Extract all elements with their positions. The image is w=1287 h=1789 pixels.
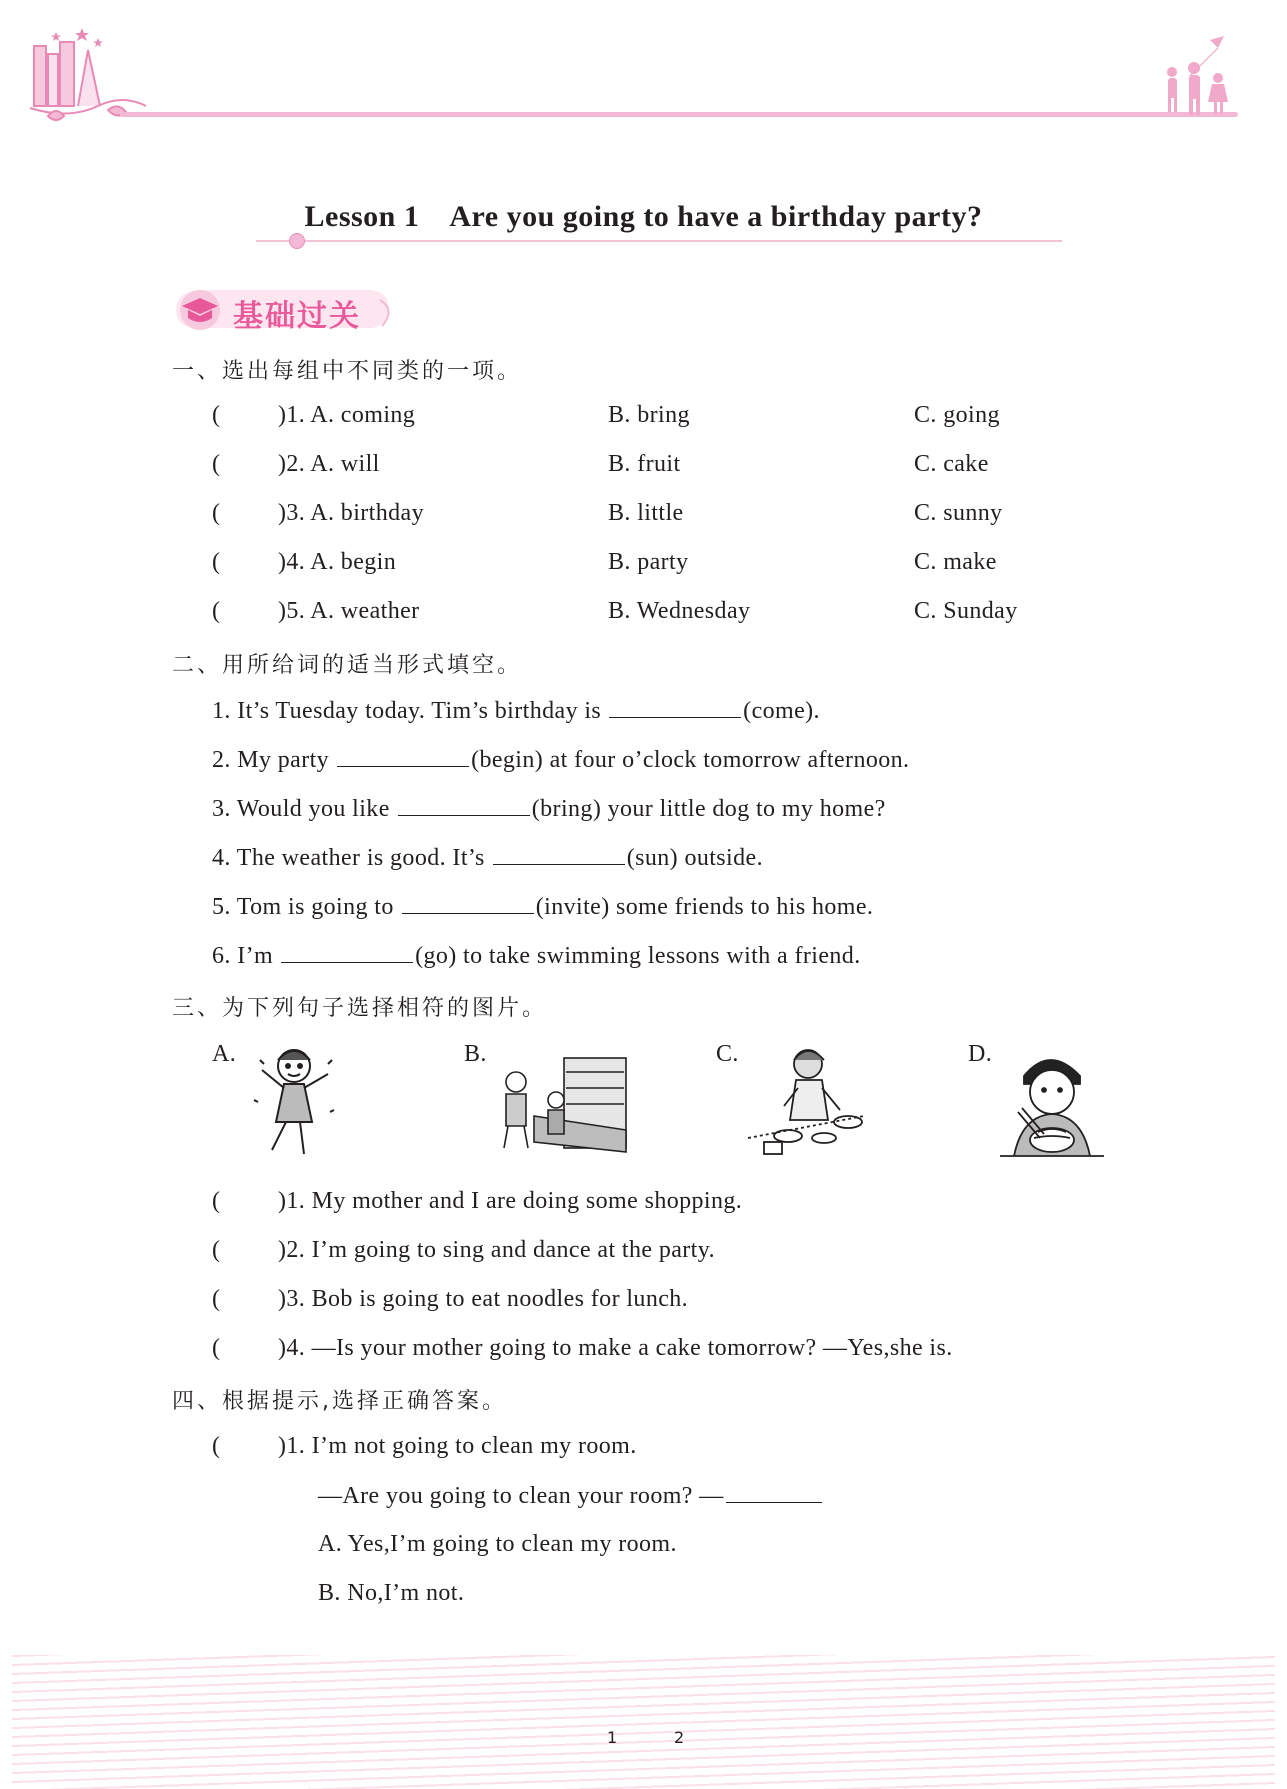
question-text: )1. My mother and I are doing some shopping. [278,1188,743,1214]
item-option-a: )1. A. coming [278,402,416,428]
question-text: )1. I’m not going to clean my room. [278,1433,637,1459]
part2-heading: 二、用所给词的适当形式填空。 [172,653,523,678]
item-option-c: C. Sunday [914,598,1018,624]
sentence-start: 2. My party [212,747,330,773]
answer-paren[interactable]: ( [212,1335,220,1361]
sentence-start: 1. It’s Tuesday today. Tim’s birthday is [212,698,602,724]
answer-paren[interactable]: ( [212,1188,220,1214]
page-number-right: 2 [674,1728,685,1747]
item-option-c: C. make [914,549,997,575]
item-option-c: C. cake [914,451,989,477]
item-option-b: B. party [608,549,689,575]
lesson-number: Lesson 1 [304,200,420,233]
item-option-c: C. sunny [914,500,1003,526]
picture-label-b: B. [464,1041,487,1067]
dialog-line [318,1482,824,1510]
answer-blank[interactable] [402,893,534,914]
item-option-a: )5. A. weather [278,598,420,624]
item-option-a: )4. A. begin [278,549,397,575]
making-cake-picture [744,1042,872,1164]
sentence-start: 3. Would you like [212,796,390,822]
lesson-title-text: Are you going to have a birthday party? [449,200,983,233]
answer-blank[interactable] [281,942,413,963]
sentence-end: (come). [743,698,820,724]
list-item [212,697,820,725]
item-option-c: C. going [914,402,1000,428]
list-item [212,844,763,872]
answer-paren[interactable]: ( [212,500,220,526]
dancing-girl-picture [248,1040,344,1162]
item-option-a: )3. A. birthday [278,500,424,526]
sentence-end: (go) to take swimming lessons with a friend. [415,943,861,969]
item-option-b: B. bring [608,402,690,428]
answer-blank[interactable] [337,746,469,767]
answer-paren[interactable]: ( [212,451,220,477]
dialog-text: —Are you going to clean your room? — [318,1483,724,1509]
sentence-end: (bring) your little dog to my home? [531,796,886,822]
market-shopping-picture [494,1052,630,1156]
list-item [212,893,873,921]
sentence-end: (invite) some friends to his home. [535,894,874,920]
choice-b: B. No,I’m not. [318,1580,465,1606]
lesson-title [0,200,1287,234]
section-badge-label: 基础过关 [233,299,361,334]
answer-paren[interactable]: ( [212,598,220,624]
picture-label-d: D. [968,1041,993,1067]
sentence-end: (sun) outside. [626,845,763,871]
answer-paren[interactable]: ( [212,549,220,575]
picture-label-a: A. [212,1041,237,1067]
eating-noodles-picture [1000,1046,1104,1162]
answer-paren[interactable]: ( [212,1237,220,1263]
item-option-b: B. little [608,500,684,526]
choice-a: A. Yes,I’m going to clean my room. [318,1531,677,1557]
page-number-left: 1 [607,1728,618,1747]
header-rule [120,112,1238,117]
item-option-b: B. fruit [608,451,681,477]
title-underline [256,240,1062,242]
sentence-start: 4. The weather is good. It’s [212,845,485,871]
title-dot-icon [289,233,305,249]
part1-heading: 一、选出每组中不同类的一项。 [172,359,523,384]
question-text: )4. —Is your mother going to make a cake tomorrow? —Yes,she is. [278,1335,953,1361]
item-option-b: B. Wednesday [608,598,751,624]
question-text: )2. I’m going to sing and dance at the party. [278,1237,715,1263]
sentence-end: (begin) at four o’clock tomorrow afternoon. [471,747,910,773]
item-option-a: )2. A. will [278,451,380,477]
answer-blank[interactable] [609,697,741,718]
part4-heading: 四、根据提示,选择正确答案。 [172,1389,507,1414]
question-text: )3. Bob is going to eat noodles for lunch. [278,1286,689,1312]
list-item [212,746,909,774]
sentence-start: 5. Tom is going to [212,894,394,920]
list-item [212,795,886,823]
picture-label-c: C. [716,1041,739,1067]
children-kite-icon [1160,36,1240,118]
answer-paren[interactable]: ( [212,402,220,428]
answer-paren[interactable]: ( [212,1286,220,1312]
part3-heading: 三、为下列句子选择相符的图片。 [172,996,548,1021]
answer-blank[interactable] [398,795,530,816]
answer-blank[interactable] [726,1482,822,1503]
footer-band [12,1655,1275,1789]
sentence-start: 6. I’m [212,943,274,969]
answer-blank[interactable] [493,844,625,865]
answer-paren[interactable]: ( [212,1433,220,1459]
list-item [212,942,861,970]
